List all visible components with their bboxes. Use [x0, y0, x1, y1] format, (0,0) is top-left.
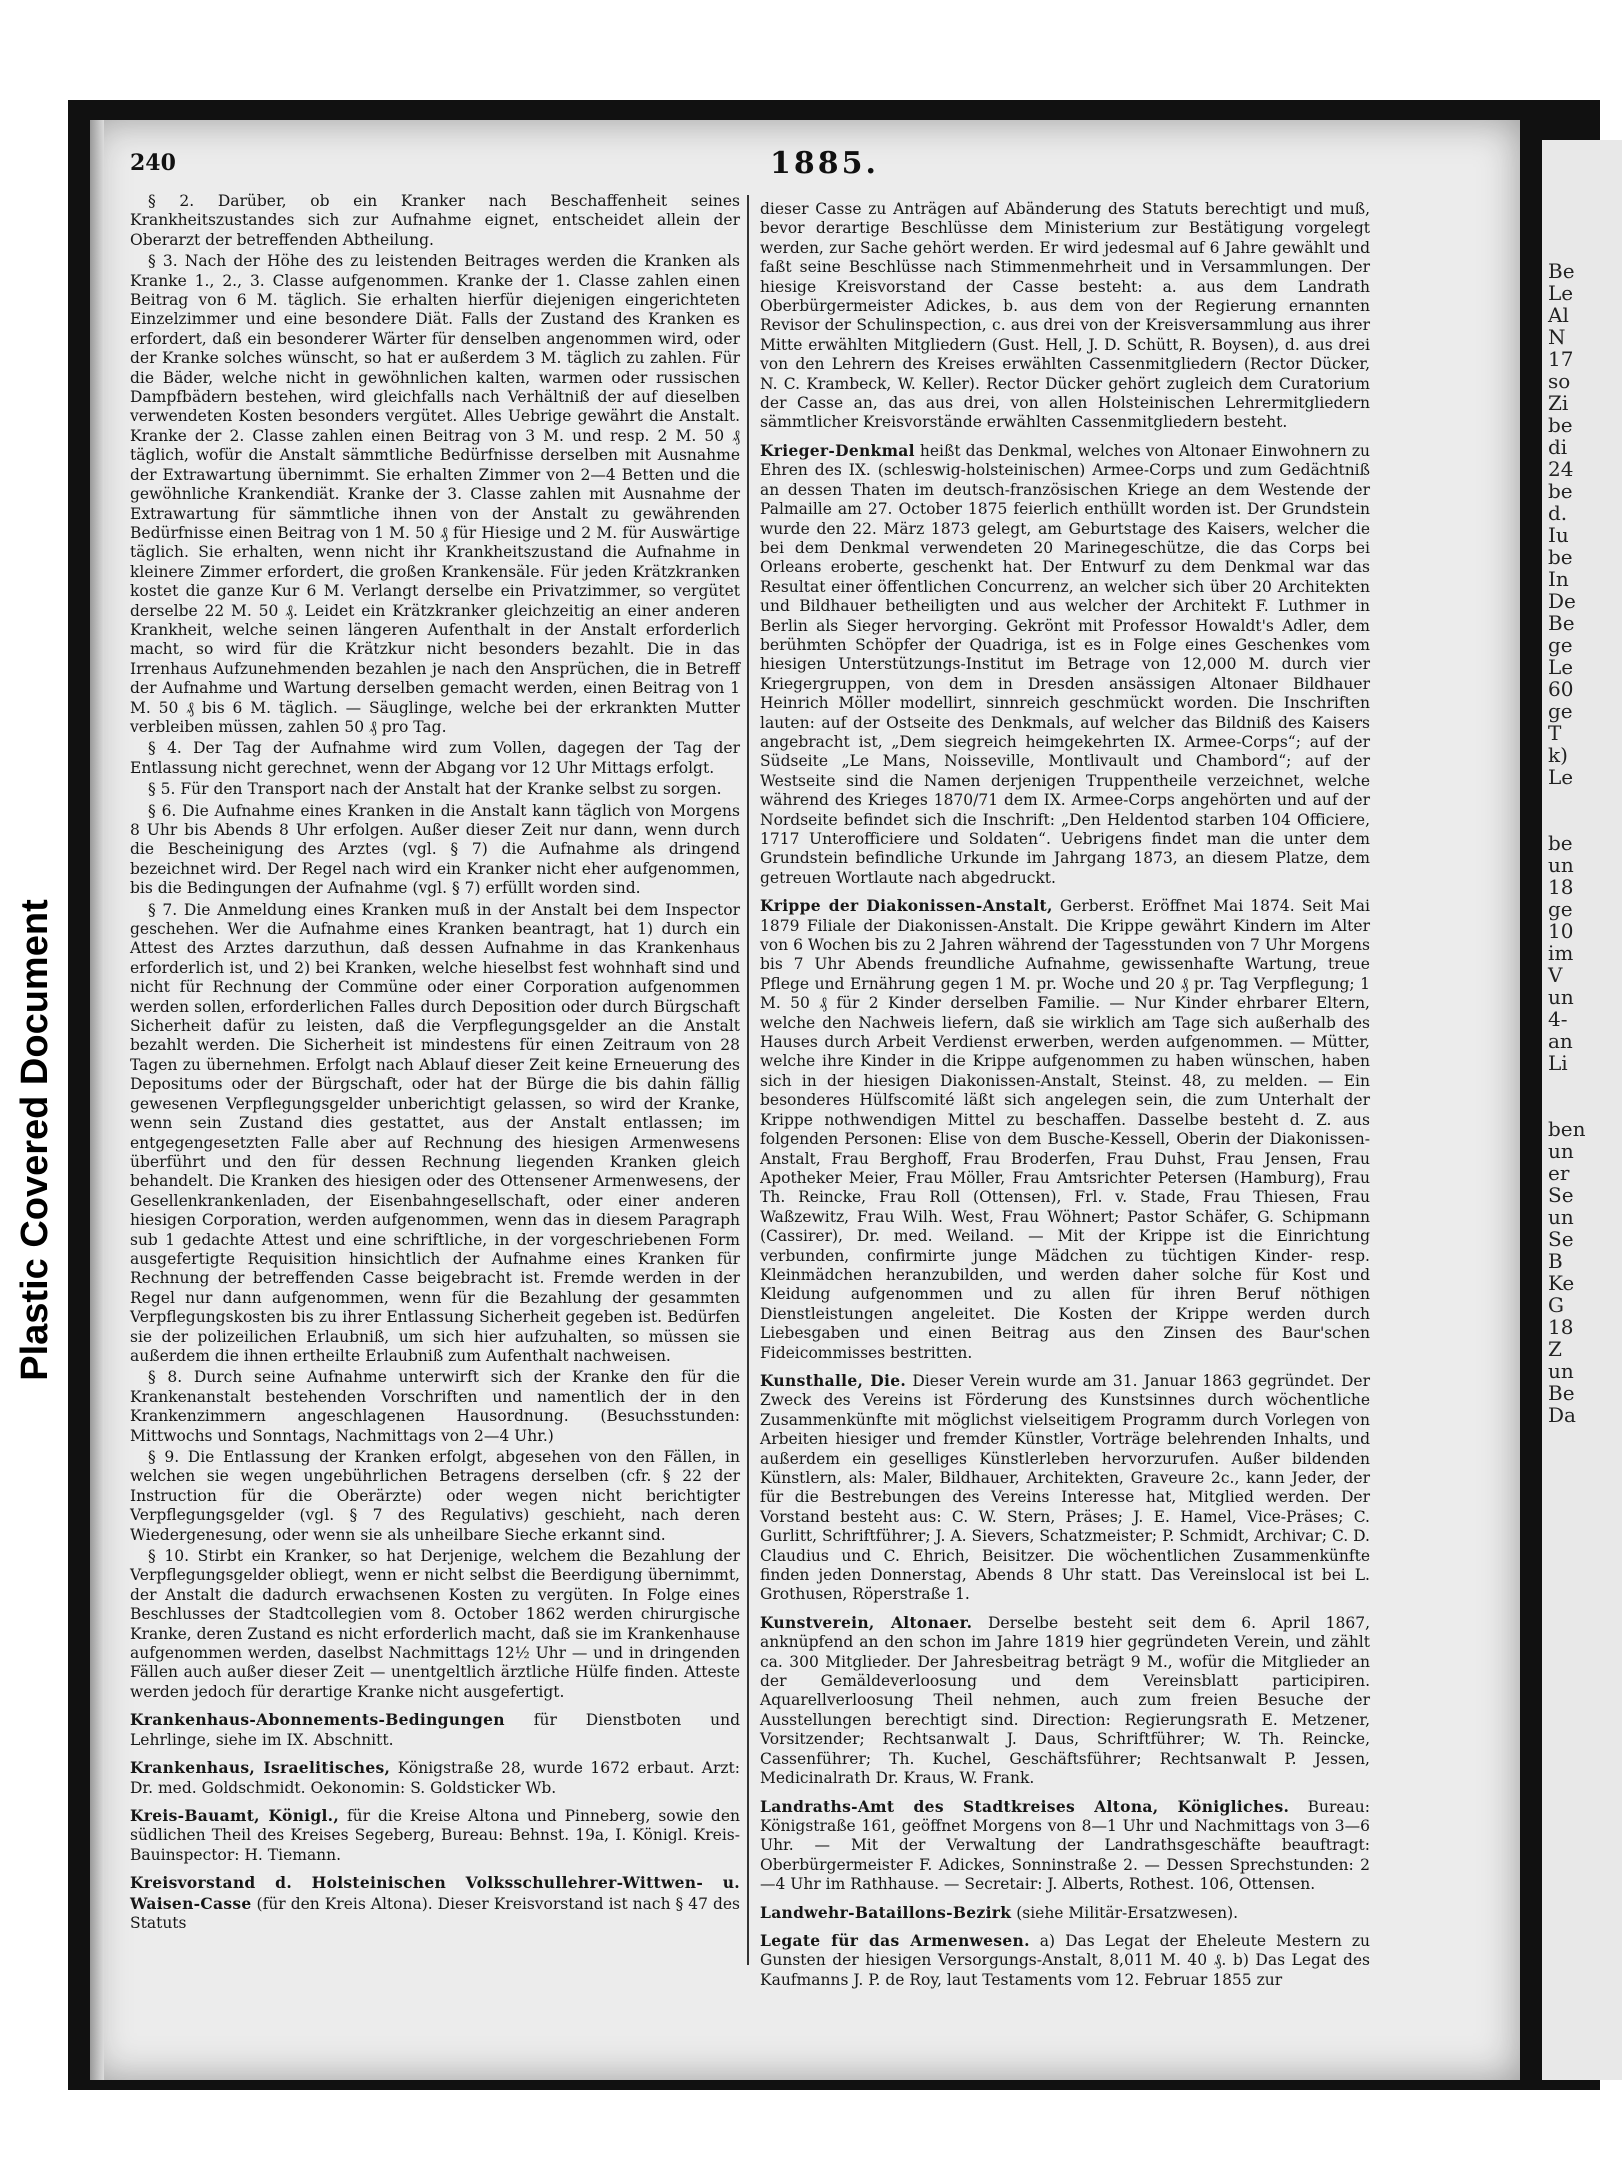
paragraph-text: Derselbe besteht seit dem 6. April 1867, anknüpfend an den schon im Jahre 1819 hier gegründeten Verein, und zählt ca. 300 Mitglieder. Der Jahresbeitrag beträgt 9 M., wofür die Mitglieder an der Gemäldeverloosung und dem Vereinsblatt participiren. Aquarellverloosung Theil nehmen, auch zum freien Besuche der Ausstellungen berechtigt sind. Direction: Regierungsrath E. Metzener, Vorsitzender; Rechtsanwalt J. Daus, Schriftführer; W. Th. Reincke, Cassenführer; Th. Kuchel, Geschäftsführer; Rechtsanwalt P. Jessen, Medicinalrath Dr. Kraus, W. Frank.: [760, 1613, 1370, 1788]
paragraph-text: Dieser Verein wurde am 31. Januar 1863 gegründet. Der Zweck des Vereins ist Förderung des Kunstsinnes durch wöchentliche Zusammenkünfte mit möglichst vielseitigem Programm durch Vorlegen von Arbeiten hiesiger und fremder Künstler, Vorträge belehrenden Inhalts, und außerdem ein geselliges Künstlerleben hervorzurufen. Außer bildenden Künstlern, als: Maler, Bildhauer, Architekten, Graveure 2c., kann Jeder, der für die Bestrebungen des Vereins Interesse hat, Mitglied werden. Der Vorstand besteht aus: C. W. Stern, Präses; J. E. Hamel, Vice-Präses; C. Gurlitt, Schriftführer; J. A. Sievers, Schatzmeister; P. Schmidt, Archivar; C. D. Claudius und C. Ehrich, Beisitzer. Die wöchentlichen Zusammenkünfte finden jeden Donnerstag, Abends 8 Uhr statt. Das Vereinslocal ist bei L. Grothusen, Röperstraße 1.: [760, 1371, 1370, 1604]
paragraph: [130, 802, 740, 899]
paragraph: [130, 780, 740, 799]
paragraph-text: § 9. Die Entlassung der Kranken erfolgt, abgesehen von den Fällen, in welchen sie wegen ungebührlichen Betragens derselben (cfr. § 22 der Instruction für die Oberärzte) oder wegen nicht berichtigter Verpflegungsgelder (vgl. § 7 des Regulativs) geschieht, nach deren Wiedergenesung, oder wenn sie als unheilbare Sieche erkannt sind.: [130, 1448, 740, 1544]
left-column: [130, 192, 740, 1972]
paragraph-text: Bureau: Königstraße 161, geöffnet Morgens von 8—1 Uhr und Nachmittags von 3—6 Uhr. — Mit der Verwaltung der Landrathsgeschäfte beauftragt: Oberbürgermeister F. Adickes, Sonninstraße 2. — Dessen Sprechstunden: 2—4 Uhr im Rathhause. — Secretair: J. Alberts, Rothest. 106, Ottensen.: [760, 1797, 1370, 1894]
paragraph: [130, 1710, 740, 1750]
paragraph-text: Königstraße 28, wurde 1672 erbaut. Arzt: Dr. med. Goldschmidt. Oekonomin: S. Goldsticker Wb.: [130, 1759, 740, 1797]
paragraph-text: § 3. Nach der Höhe des zu leistenden Beitrages werden die Kranken als Kranke 1., 2., 3. Classe aufgenommen. Kranke der 1. Classe zahlen einen Beitrag von 6 M. täglich. Sie erhalten hierfür diejenigen eingerichteten Einzelzimmer und eine besondere Diät. Falls der Zustand des Kranken es erfordert, daß ein besonderer Wärter für denselben angenommen wird, oder der Kranke solches wünscht, so hat er außerdem 3 M. täglich zu zahlen. Für die Bäder, welche nicht in gewöhnlichen kalten, warmen oder russischen Dampfbädern bestehen, wird gleichfalls nach Verhältniß der auf dieselben verwendeten Kosten besonders vergütet. Alles Uebrige gewährt die Anstalt. Kranke der 2. Classe zahlen einen Beitrag von 3 M. und resp. 2 M. 50 ₰ täglich, wofür die Anstalt sämmtliche Bedürfnisse derselben mit Ausnahme der Extrawartung übernimmt. Sie erhalten Zimmer von 2—4 Betten und die gewöhnliche Krankendiät. Kranke der 3. Classe zahlen mit Ausnahme der Extrawartung für sämmtliche ihnen von der Anstalt zu gewährenden Bedürfnisse einen Beitrag von 1 M. 50 ₰ für Hiesige und 2 M. für Auswärtige täglich. Sie erhalten, wenn nicht ihr Krankheitszustand die Aufnahme in kleinere Zimmer erfordert, die großen Krankensäle. Für jeden Krätzkranken kostet die ganze Kur 6 M. Verlangt derselbe ein Privatzimmer, so vergütet derselbe 22 M. 50 ₰. Leidet ein Krätzkranker gleichzeitig an einer anderen Krankheit, welche seinen längeren Aufenthalt in der Anstalt erforderlich macht, so wird für die Krätzkur nicht besonders bezahlt. Die in das Irrenhaus Aufzunehmenden bezahlen je nach den Ansprüchen, die in Betreff der Aufnahme und Wartung derselben gemacht werden, einen Beitrag von 1 M. 50 ₰ bis 6 M. täglich. — Säuglinge, welche bei der erkrankten Mutter verbleiben müssen, zahlen 50 ₰ pro Tag.: [130, 252, 740, 736]
entry-heading: Kreis-Bauamt, Königl.,: [130, 1805, 340, 1825]
paragraph: [130, 1758, 740, 1798]
paragraph-text: § 4. Der Tag der Aufnahme wird zum Vollen, dagegen der Tag der Entlassung nicht gerechnet, wenn der Abgang vor 12 Uhr Mittags erfolgt.: [130, 739, 740, 777]
entry-heading: Krippe der Diakonissen-Anstalt,: [760, 896, 1053, 916]
paragraph-text: Gerberst. Eröffnet Mai 1874. Seit Mai 1879 Filiale der Diakonissen-Anstalt. Die Krippe gewährt Kindern im Alter von 6 Wochen bis zu 2 Jahren während der Tagesstunden von 7 Uhr Morgens bis 7 Uhr Abends freundliche Aufnahme, gewissenhafte Wartung, treue Pflege und Ernährung gegen 1 M. pr. Woche und 20 ₰ pr. Tag Verpflegung; 1 M. 50 ₰ für 2 Kinder derselben Familie. — Nur Kinder ehrbarer Eltern, welche den Nachweis liefern, daß sie wirklich am Tage sich außerhalb des Hauses durch Arbeit Verdienst erwerben, werden aufgenommen. — Mütter, welche ihre Kinder in die Krippe aufgenommen zu haben wünschen, haben sich in der hiesigen Diakonissen-Anstalt, Steinst. 48, zu melden. — Ein besonderes Hülfscomité läßt sich angelegen sein, die zum Unterhalt der Krippe nothwendigen Mittel zu beschaffen. Dasselbe besteht d. Z. aus folgenden Personen: Elise von dem Busche-Kessell, Oberin der Diakonissen-Anstalt, Frau Berghoff, Frau Broderfen, Frau Duhst, Frau Jensen, Frau Apotheker Meier, Frau Möller, Frau Amtsrichter Petersen (Hamburg), Frau Th. Reincke, Frau Roll (Ottensen), Frl. v. Stade, Frau Thiesen, Frau Waßzewitz, Frau Wilh. West, Frau Wöhnert; Pastor Schäfer, G. Schipmann (Cassirer), Dr. med. Weiland. — Mit der Krippe ist die Einrichtung verbunden, confirmirte junge Mädchen zu tüchtigen Kinder- resp. Kleinmädchen heranzubilden, und werden daher solche für Kost und Kleidung aufgenommen und zu allen für ihren Beruf nöthigen Dienstleistungen angeleitet. Die Kosten der Krippe werden durch Liebesgaben und einen Beitrag aus den Zinsen des Baur'schen Fideicommisses bestritten.: [760, 897, 1370, 1362]
paragraph: [760, 441, 1370, 888]
paragraph-text: § 7. Die Anmeldung eines Kranken muß in der Anstalt bei dem Inspector geschehen. Wer die Aufnahme eines Kranken beantragt, hat 1) durch ein Attest des Arztes darzuthun, daß dessen Aufnahme in das Krankenhaus erforderlich ist, und 2) bei Kranken, welche hieselbst fest wohnhaft sind und nicht für Rechnung der Commüne oder einer Corporation aufgenommen werden sollen, erforderlichen Falles durch Deposition oder durch Bürgschaft Sicherheit dafür zu leisten, daß die Verpflegungsgelder an die Anstalt bezahlt werden. Die Sicherheit ist mindestens für einen Zeitraum von 28 Tagen zu übernehmen. Erfolgt nach Ablauf dieser Zeit keine Erneuerung des Depositums oder der Bürgschaft, oder hat der Bürge die bis dahin fällig gewesenen Verpflegungsgelder unberichtigt gelassen, so wird der Kranke, wenn sein Zustand dies gestattet, aus der Anstalt entlassen; im entgegengesetzten Falle aber auf Rechnung des hiesigen Armenwesens überführt und den für dessen Rechnung liegenden Kranken gleich behandelt. Die Kranken des hiesigen oder des Ottensener Armenwesens, der Gesellenkrankenladen, der Eisenbahngesellschaft, oder einer anderen hiesigen Corporation, werden aufgenommen, wenn das in diesem Paragraph sub 1 gedachte Attest und eine schriftliche, in der vorgeschriebenen Form ausgefertigte Requisition hinsichtlich der Aufnahme eines Kranken für Rechnung der betreffenden Casse beigebracht ist. Fremde werden in der Regel nur dann aufgenommen, wenn für die Bezahlung der gesammten Verpflegungskosten bis zu ihrer Entlassung Sicherheit gegeben ist. Bedürfen sie der polizeilichen Erlaubniß, um sich hier aufzuhalten, so müssen sie außerdem die ihnen ertheilte Erlaubniß zum Aufenthalt nachweisen.: [130, 900, 740, 1365]
running-head: [130, 146, 1410, 190]
paragraph: [130, 1547, 740, 1702]
paragraph-text: (für den Kreis Altona). Dieser Kreisvorstand ist nach § 47 des Statuts: [130, 1894, 740, 1932]
paragraph: [130, 739, 740, 778]
entry-heading: Landwehr-Bataillons-Bezirk: [760, 1902, 1012, 1922]
column-divider: [747, 195, 749, 1965]
entry-heading: Krankenhaus-Abonnements-Bedingungen: [130, 1710, 505, 1730]
paragraph: [130, 1873, 740, 1933]
paragraph-text: für die Kreise Altona und Pinneberg, sowie den südlichen Theil des Kreises Segeberg, Bureau: Behnst. 19a, I. Königl. Kreis-Bauinspector: H. Tiemann.: [130, 1806, 740, 1864]
right-column: [760, 192, 1371, 1989]
paragraph: [130, 192, 740, 250]
next-page-text: Be Le Al N 17 so Zi be di 24 be d. Iu be In De Be ge Le 60 ge T k) Le be un 18 ge 10 im V un 4- an Li ben un er Se un Se B Ke G 18 Z un Be Da: [1548, 259, 1586, 1427]
paragraph: [760, 1931, 1370, 1990]
paragraph-text: a) Das Legat der Eheleute Mestern zu Gunsten der hiesigen Versorgungs-Anstalt, 8,011 M. 40 ₰. b) Das Legat des Kaufmanns J. P. de Roy, laut Testaments vom 12. Februar 1855 zur: [760, 1931, 1371, 1989]
overlay-label: Plastic Covered Document: [14, 899, 56, 1381]
paragraph: [130, 1806, 740, 1865]
page-spine-edge: [90, 120, 104, 2080]
paragraph-text: § 8. Durch seine Aufnahme unterwirft sich der Kranke den für die Krankenanstalt bestehenden Vorschriften und namentlich der in den Krankenzimmern angeschlagenen Hausordnung. (Besuchsstunden: Mittwochs und Sonntags, Nachmittags von 2—4 Uhr.): [130, 1368, 740, 1445]
next-page-fragment: [1542, 140, 1622, 2080]
paragraph-text: § 6. Die Aufnahme eines Kranken in die Anstalt kann täglich von Morgens 8 Uhr bis Abends 8 Uhr erfolgen. Außer dieser Zeit nur dann, wenn durch die Bescheinigung des Arztes (vgl. § 7) die Aufnahme als dringend bezeichnet wird. Der Regel nach wird ein Kranker nicht eher aufgenommen, bis die Bedingungen der Aufnahme (vgl. § 7) erfüllt worden sind.: [130, 801, 740, 898]
paragraph: [130, 1448, 740, 1545]
entry-heading: Kunsthalle, Die.: [760, 1370, 907, 1390]
paragraph-text: § 5. Für den Transport nach der Anstalt hat der Kranke selbst zu sorgen.: [148, 780, 722, 799]
paragraph-text: (siehe Militär-Ersatzwesen).: [1011, 1903, 1239, 1922]
paragraph-text: § 2. Darüber, ob ein Kranker nach Beschaffenheit seines Krankheitszustandes sich zur Aufnahme eignet, entscheidet allein der Oberarzt der betreffenden Abtheilung.: [130, 192, 740, 249]
paragraph: [760, 1613, 1370, 1789]
paragraph: [760, 1797, 1370, 1895]
paragraph: [760, 896, 1370, 1363]
entry-heading: Landraths-Amt des Stadtkreises Altona, Königliches.: [760, 1796, 1290, 1816]
paragraph-text: § 10. Stirbt ein Kranker, so hat Derjenige, welchem die Bezahlung der Verpflegungsgelder obliegt, wenn er nicht selbst die Beerdigung übernimmt, der Anstalt die dadurch erwachsenen Kosten zu vergüten. In Folge eines Beschlusses der Stadtcollegien vom 8. October 1862 werden chirurgische Kranke, deren Zustand es nicht erforderlich macht, daß sie im Krankenhause aufgenommen werden, daselbst Nachmittags 12½ Uhr — und in dringenden Fällen auch außer dieser Zeit — unentgeltlich ärztliche Hülfe finden. Atteste werden jedoch für derartige Kranke nicht ausgefertigt.: [130, 1547, 740, 1701]
paragraph: [760, 1371, 1370, 1605]
entry-heading: Krankenhaus, Israelitisches,: [130, 1758, 391, 1778]
paragraph: [130, 1368, 740, 1446]
paragraph: [130, 901, 740, 1367]
entry-heading: Kreisvorstand d. Holsteinischen Volksschullehrer-Wittwen- u. Waisen-Casse: [130, 1873, 740, 1913]
page-number: 240: [130, 150, 176, 176]
paragraph: [760, 1903, 1370, 1923]
entry-heading: Kunstverein, Altonaer.: [760, 1612, 973, 1632]
entry-heading: Krieger-Denkmal: [760, 440, 915, 460]
paragraph-text: dieser Casse zu Anträgen auf Abänderung des Statuts berechtigt und muß, bevor derartige Beschlüsse dem Ministerium zur Bestätigung vorgelegt werden, zur Sache gehört werden. Er wird jedesmal auf 6 Jahre gewählt und faßt seine Beschlüsse nach Stimmenmehrheit und in Versammlungen. Der hiesige Kreisvorstand der Casse besteht: a. aus dem Landrath Oberbürgermeister Adickes, b. aus dem von der Regierung ernannten Revisor der Schulinspection, c. aus drei von der Kreisversammlung aus ihrer Mitte erwählten Mitgliedern (Gust. Hell, J. D. Schütt, R. Boysen), d. aus drei von den Lehrern des Kreises erwählten Cassenmitgliedern (Rector Dücker, N. C. Krambeck, W. Keller). Rector Dücker gehört zugleich dem Curatorium der Casse an, das aus drei, von allen Holsteinischen Lehrermitgliedern sämmtlicher Kreisvorstände erwählten Cassenmitgliedern besteht.: [760, 200, 1370, 432]
paragraph: [760, 200, 1370, 433]
entry-heading: Legate für das Armenwesen.: [760, 1930, 1030, 1950]
paragraph: [130, 252, 740, 737]
paragraph-text: für Dienstboten und Lehrlinge, siehe im IX. Abschnitt.: [130, 1711, 740, 1749]
year-heading: 1885.: [770, 146, 879, 181]
paragraph-text: heißt das Denkmal, welches von Altonaer Einwohnern zu Ehren des IX. (schleswig-holsteinischen) Armee-Corps und zum Gedächtniß an dessen Thaten im deutsch-französischen Kriege an dem Westende der Palmaille am 27. October 1875 feierlich enthüllt worden ist. Der Grundstein wurde den 22. März 1873 gelegt, am Geburtstage des Kaisers, welcher die bei dem Denkmal verwendeten 20 Marinegeschütze, die das Corps bei Orleans eroberte, geschenkt hat. Der Entwurf zu dem Denkmal war das Resultat einer öffentlichen Concurrenz, an welcher sich über 20 Architekten und Bildhauer betheiligten und aus welcher der Architekt F. Luthmer in Berlin als Sieger hervorging. Gekrönt mit Professor Howaldt's Adler, dem berühmten Schöpfer der Quadriga, ist es in Folge eines Geschenkes vom hiesigen Unterstützungs-Institut im Betrage von 12,000 M. durch vier Kriegergruppen, von dem in Dresden ansässigen Altonaer Bildhauer Heinrich Möller modellirt, sinnreich geschmückt worden. Die Inschriften lauten: auf der Ostseite des Denkmals, auf welcher das Bildniß des Kaisers angebracht ist, „Dem siegreich heimgekehrten IX. Armee-Corps“; auf der Südseite „Le Mans, Noisseville, Montlivault und Chambord“; auf der Westseite sind die Namen derjenigen Truppentheile verzeichnet, welche während des Krieges 1870/71 dem IX. Armee-Corps angehörten und auf der Nordseite befindet sich die Inschrift: „Den Heldentod starben 104 Officiere, 1717 Unterofficiere und Soldaten“. Uebrigens findet man die unter dem Grundstein befindliche Urkunde im Jahrgang 1873, an diesem Platze, dem getreuen Wortlaute nach abgedruckt.: [760, 441, 1370, 887]
